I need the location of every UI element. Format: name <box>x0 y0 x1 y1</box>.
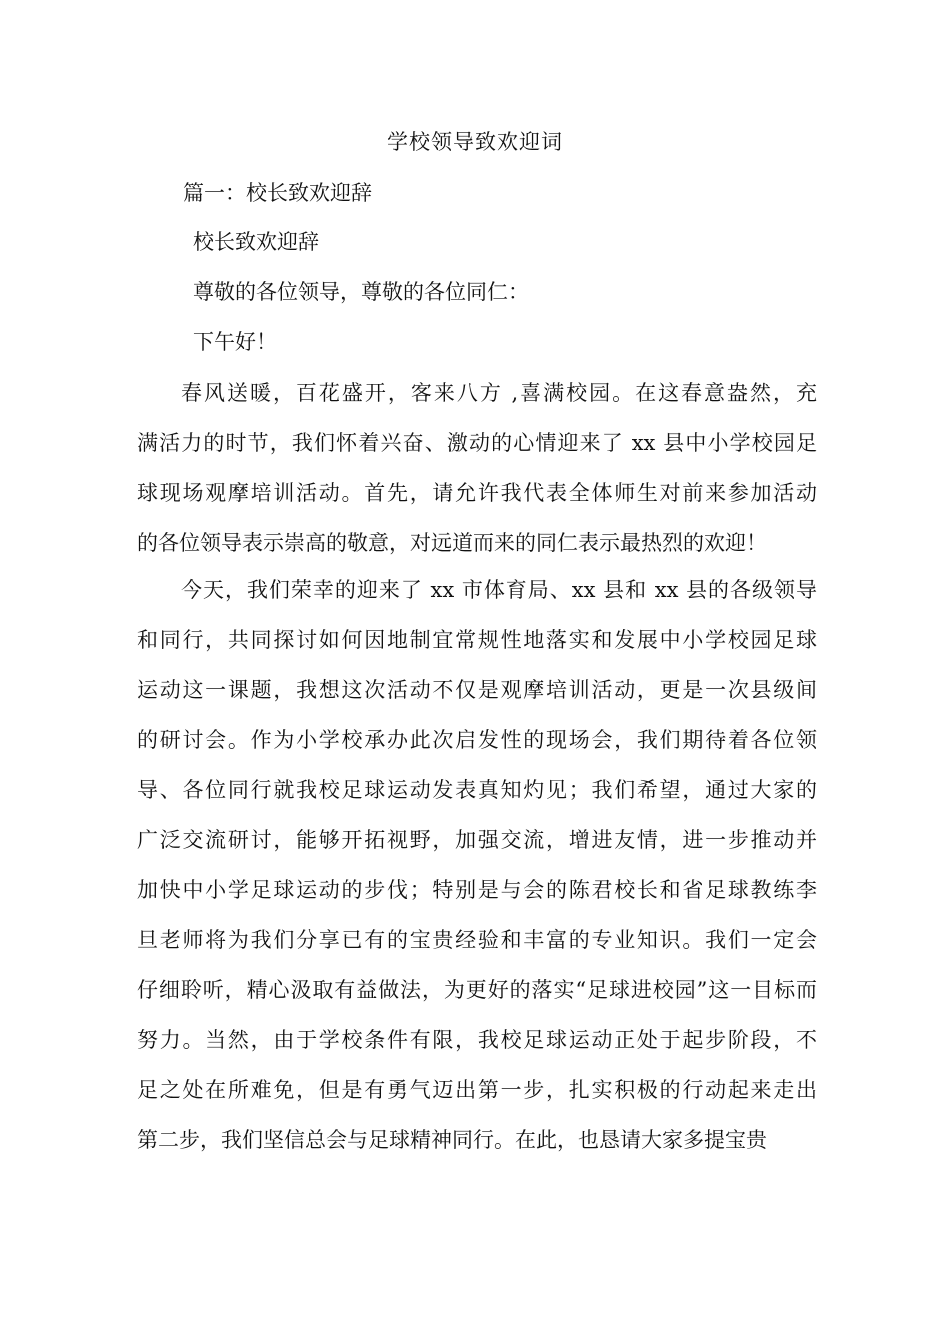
paragraph-line: 导、各位同行就我校足球运动发表真知灼见；我们希望，通过大家的 <box>137 778 817 802</box>
paragraph-line: 广泛交流研讨，能够开拓视野，加强交流，增进友情，进一步推动并 <box>137 828 817 852</box>
paragraph-line: 满活力的时节，我们怀着兴奋、激动的心情迎来了 xx 县中小学校园足 <box>137 431 817 455</box>
paragraph-line: 球现场观摩培训活动。首先，请允许我代表全体师生对前来参加活动 <box>137 481 817 505</box>
paragraph-line: 加快中小学足球运动的步伐；特别是与会的陈君校长和省足球教练李 <box>137 878 817 902</box>
paragraph-line: 的研讨会。作为小学校承办此次启发性的现场会，我们期待着各位领 <box>137 728 817 752</box>
greeting: 下午好！ <box>193 330 277 354</box>
paragraph-line: 仔细聆听，精心汲取有益做法，为更好的落实“足球进校园”这一目标而 <box>137 978 817 1002</box>
paragraph-1 <box>137 368 817 568</box>
paragraph-line: 今天，我们荣幸的迎来了 xx 市体育局、xx 县和 xx 县的各级领导 <box>181 578 817 602</box>
document-title: 学校领导致欢迎词 <box>387 130 563 154</box>
paragraph-line: 运动这一课题，我想这次活动不仅是观摩培训活动，更是一次县级间 <box>137 678 817 702</box>
paragraph-line: 春风送暖，百花盛开，客来八方 ,喜满校园。在这春意盎然，充 <box>181 381 817 405</box>
paragraph-line: 努力。当然，由于学校条件有限，我校足球运动正处于起步阶段，不 <box>137 1028 817 1052</box>
paragraph-line: 和同行，共同探讨如何因地制宜常规性地落实和发展中小学校园足球 <box>137 628 817 652</box>
paragraph-2 <box>137 565 817 1165</box>
paragraph-line: 第二步，我们坚信总会与足球精神同行。在此，也恳请大家多提宝贵 <box>137 1128 767 1152</box>
paragraph-line: 旦老师将为我们分享已有的宝贵经验和丰富的专业知识。我们一定会 <box>137 928 817 952</box>
section-heading: 篇一：校长致欢迎辞 <box>183 181 372 205</box>
paragraph-line: 的各位领导表示崇高的敬意，对远道而来的同仁表示最热烈的欢迎！ <box>137 531 767 555</box>
salutation: 尊敬的各位领导，尊敬的各位同仁： <box>193 280 529 304</box>
paragraph-line: 足之处在所难免，但是有勇气迈出第一步，扎实积极的行动起来走出 <box>137 1078 817 1102</box>
subheading: 校长致欢迎辞 <box>193 230 319 254</box>
